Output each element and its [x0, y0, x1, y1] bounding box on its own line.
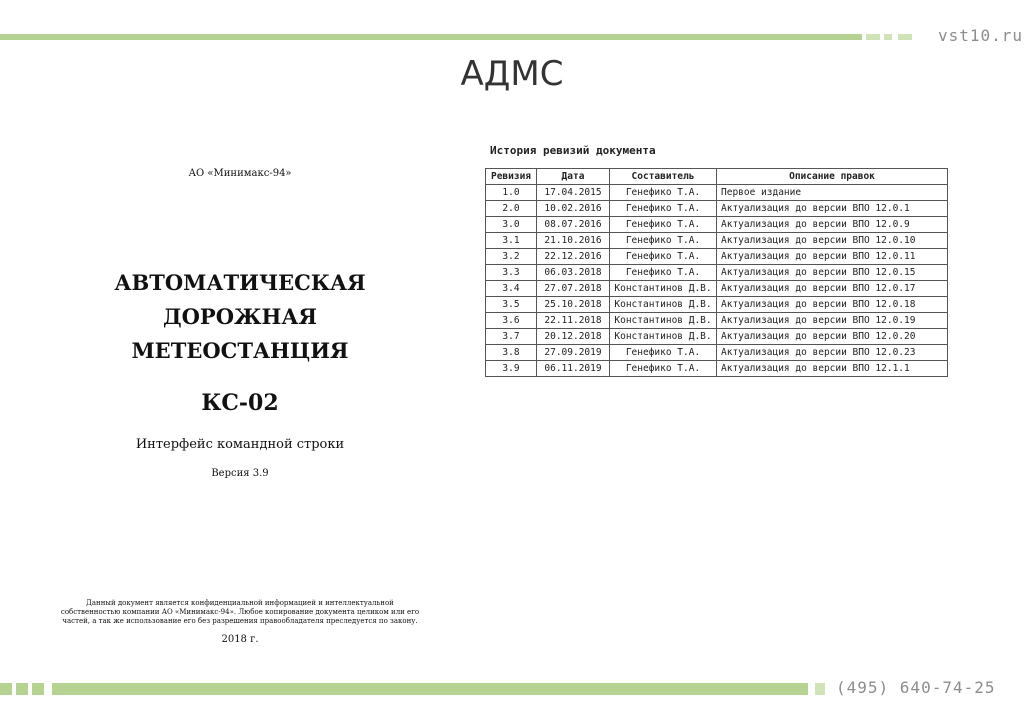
cell-date: 08.07.2016 — [537, 217, 610, 233]
footer-accent-square — [0, 683, 12, 695]
cell-description: Актуализация до версии ВПО 12.0.15 — [717, 265, 948, 281]
cell-date: 06.03.2018 — [537, 265, 610, 281]
cell-description: Первое издание — [717, 185, 948, 201]
revision-history-title: История ревизий документа — [490, 144, 656, 157]
table-header-row — [486, 169, 948, 185]
cell-revision: 3.3 — [486, 265, 537, 281]
table-row — [486, 265, 948, 281]
cell-date: 25.10.2018 — [537, 297, 610, 313]
cell-revision: 3.4 — [486, 281, 537, 297]
slide-title: АДМС — [460, 54, 564, 94]
table-row — [486, 233, 948, 249]
cell-description: Актуализация до версии ВПО 12.0.10 — [717, 233, 948, 249]
cell-description: Актуализация до версии ВПО 12.1.1 — [717, 361, 948, 377]
header-accent-square — [898, 34, 912, 40]
footer-accent-square — [32, 683, 44, 695]
cell-revision: 1.0 — [486, 185, 537, 201]
cell-author: Генефико Т.А. — [610, 185, 717, 201]
cell-revision: 3.9 — [486, 361, 537, 377]
cell-revision: 3.1 — [486, 233, 537, 249]
cell-description: Актуализация до версии ВПО 12.0.17 — [717, 281, 948, 297]
header-accent-square — [866, 34, 880, 40]
cell-author: Генефико Т.А. — [610, 249, 717, 265]
header-accent-square — [884, 34, 892, 40]
cell-author: Генефико Т.А. — [610, 201, 717, 217]
table-row — [486, 329, 948, 345]
cell-revision: 3.7 — [486, 329, 537, 345]
revision-table-body — [486, 185, 948, 377]
column-header-date: Дата — [537, 169, 610, 185]
cell-author: Генефико Т.А. — [610, 345, 717, 361]
cover-disclaimer: Данный документ является конфиденциальной информацией и интеллектуальной собственностью компании АО «Минимакс-94». Любое копирование документа целиком или его частей, а так же использование его без разрешения правообладателя преследуется по закону. — [60, 599, 420, 625]
footer-accent-bar — [52, 683, 808, 695]
site-url: vst10.ru — [938, 26, 1024, 45]
cell-revision: 3.2 — [486, 249, 537, 265]
cell-date: 21.10.2016 — [537, 233, 610, 249]
footer-accent-square — [815, 683, 825, 695]
cell-author: Генефико Т.А. — [610, 361, 717, 377]
table-row — [486, 249, 948, 265]
cover-organization: АО «Минимакс-94» — [188, 168, 292, 179]
cell-date: 22.11.2018 — [537, 313, 610, 329]
table-row — [486, 361, 948, 377]
table-row — [486, 201, 948, 217]
cell-author: Константинов Д.В. — [610, 329, 717, 345]
cover-version: Версия 3.9 — [211, 468, 269, 479]
column-header-description: Описание правок — [717, 169, 948, 185]
cell-revision: 2.0 — [486, 201, 537, 217]
cell-revision: 3.6 — [486, 313, 537, 329]
table-row — [486, 297, 948, 313]
table-row — [486, 217, 948, 233]
cover-title — [40, 266, 440, 368]
column-header-author: Составитель — [610, 169, 717, 185]
cell-description: Актуализация до версии ВПО 12.0.19 — [717, 313, 948, 329]
cell-description: Актуализация до версии ВПО 12.0.20 — [717, 329, 948, 345]
table-row — [486, 345, 948, 361]
cover-year: 2018 г. — [221, 634, 259, 645]
table-row — [486, 281, 948, 297]
cell-author: Константинов Д.В. — [610, 297, 717, 313]
cell-revision: 3.0 — [486, 217, 537, 233]
cover-title-line: МЕТЕОСТАНЦИЯ — [131, 338, 349, 363]
cell-revision: 3.5 — [486, 297, 537, 313]
cell-date: 27.07.2018 — [537, 281, 610, 297]
cell-description: Актуализация до версии ВПО 12.0.9 — [717, 217, 948, 233]
cell-description: Актуализация до версии ВПО 12.0.23 — [717, 345, 948, 361]
cell-description: Актуализация до версии ВПО 12.0.11 — [717, 249, 948, 265]
cell-author: Константинов Д.В. — [610, 281, 717, 297]
cell-date: 20.12.2018 — [537, 329, 610, 345]
cover-model: КС-02 — [201, 390, 279, 416]
cell-description: Актуализация до версии ВПО 12.0.18 — [717, 297, 948, 313]
cell-author: Генефико Т.А. — [610, 217, 717, 233]
cell-author: Константинов Д.В. — [610, 313, 717, 329]
revision-history-table — [485, 168, 948, 377]
footer-accent-square — [16, 683, 28, 695]
cell-date: 06.11.2019 — [537, 361, 610, 377]
cell-revision: 3.8 — [486, 345, 537, 361]
cell-description: Актуализация до версии ВПО 12.0.1 — [717, 201, 948, 217]
cover-title-line: ДОРОЖНАЯ — [162, 304, 318, 329]
cover-title-line: АВТОМАТИЧЕСКАЯ — [114, 270, 366, 295]
column-header-revision: Ревизия — [486, 169, 537, 185]
table-row — [486, 313, 948, 329]
cover-subtitle: Интерфейс командной строки — [135, 437, 345, 452]
cell-date: 17.04.2015 — [537, 185, 610, 201]
cell-date: 27.09.2019 — [537, 345, 610, 361]
table-row — [486, 185, 948, 201]
cell-author: Генефико Т.А. — [610, 233, 717, 249]
cell-date: 22.12.2016 — [537, 249, 610, 265]
header-accent-bar — [0, 34, 862, 40]
cell-date: 10.02.2016 — [537, 201, 610, 217]
footer-phone: (495) 640-74-25 — [836, 678, 996, 697]
cell-author: Генефико Т.А. — [610, 265, 717, 281]
